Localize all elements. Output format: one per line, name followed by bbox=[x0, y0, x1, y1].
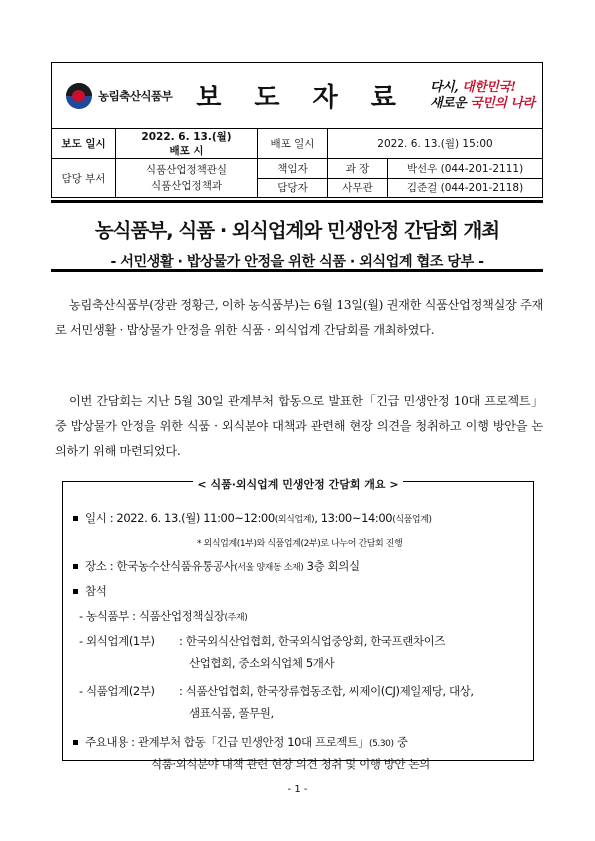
bullet-square-icon bbox=[73, 740, 78, 745]
topic-item: 주요내용 : 관계부처 합동「긴급 민생안정 10대 프로젝트」(5.30) 중 bbox=[73, 734, 408, 750]
place-item: 장소 : 한국농수산식품유통공사(서울 양재동 소재) 3층 회의실 bbox=[73, 558, 360, 574]
header-top-row bbox=[52, 63, 542, 129]
contact-title: 사무관 bbox=[328, 179, 388, 198]
headline-subtitle: - 서민생활 · 밥상물가 안정을 위한 식품 · 외식업계 협조 당부 - bbox=[110, 254, 484, 270]
ministry-logo bbox=[52, 63, 182, 128]
responsible-row bbox=[258, 159, 542, 179]
dept-value: 식품산업정책관실 식품산업정책과 bbox=[116, 159, 258, 197]
release-date-value: 2022. 6. 13.(월) 15:00 bbox=[377, 138, 493, 150]
attendee-ministry: - 농식품부 : 식품산업정책실장(주재) bbox=[79, 609, 248, 623]
contact-people bbox=[258, 159, 542, 197]
bullet-square-icon bbox=[73, 516, 78, 521]
contact-label: 담당자 bbox=[258, 179, 328, 198]
contact-row bbox=[52, 159, 542, 197]
summary-title: < 식품·외식업계 민생안정 간담회 개요 > bbox=[63, 473, 533, 492]
press-date-label: 보도 일시 bbox=[52, 129, 116, 158]
topic-item-line-2: 식품·외식분야 대책 관련 현장 의견 청취 및 이행 방안 논의 bbox=[151, 757, 430, 771]
date-footnote: * 외식업계(1부)와 식품업계(2부)로 나누어 간담회 진행 bbox=[197, 539, 403, 549]
meeting-summary-box bbox=[62, 478, 534, 771]
dept-label: 담당 부서 bbox=[52, 159, 116, 197]
press-release-title: 보 도 자 료 bbox=[196, 83, 408, 113]
responsible-label: 책임자 bbox=[258, 159, 328, 178]
contact-person-row bbox=[258, 179, 542, 198]
attendee-food-value-2: 샘표식품, 풀무원, bbox=[189, 706, 274, 720]
body-paragraph-2: 이번 간담회는 지난 5월 30일 관계부처 합동으로 발표한「긴급 민생안정 10대 프로젝트」중 밥상물가 안정을 위한 식품 · 외식분야 대책과 관련해 현장 의견을 청취하고 이행 방안을 논의하기 위해 마련되었다. bbox=[55, 394, 543, 458]
title-cell bbox=[182, 63, 422, 128]
date-row bbox=[52, 129, 542, 159]
attendee-food-value: : 식품산업협회, 한국장류협동조합, 씨제이(CJ)제일제당, 대상, bbox=[179, 684, 474, 698]
date-item: 일시 : 2022. 6. 13.(월) 11:00~12:00(외식업계), 13:00~14:00(식품업계) bbox=[73, 510, 432, 526]
bullet-square-icon bbox=[73, 589, 78, 594]
government-slogan bbox=[422, 63, 542, 128]
responsible-title: 과 장 bbox=[328, 159, 388, 178]
contact-name: 김준걸 (044-201-2118) bbox=[406, 182, 524, 195]
page-number: - 1 - bbox=[287, 784, 308, 795]
taegeuk-emblem-icon bbox=[66, 83, 92, 109]
ministry-name: 농림축산식품부 bbox=[98, 88, 173, 103]
attendee-restaurant-value: : 한국외식산업협회, 한국외식업중앙회, 한국프랜차이즈 bbox=[179, 634, 446, 648]
press-date-value: 2022. 6. 13.(월) 배포 시 bbox=[116, 129, 258, 158]
bullet-square-icon bbox=[73, 564, 78, 569]
body-paragraph-1: 농림축산식품부(장관 정황근, 이하 농식품부)는 6월 13일(월) 권재한 식품산업정책실장 주재로 서민생활 · 밥상물가 안정을 위한 식품 · 외식업계 간담회를 개최하였다. bbox=[55, 298, 543, 337]
release-date-label: 배포 일시 bbox=[258, 129, 328, 158]
headline-title: 농식품부, 식품 · 외식업계와 민생안정 간담회 개최 bbox=[94, 219, 500, 242]
press-header-table bbox=[51, 62, 543, 198]
attendee-restaurant-label: - 외식업계(1부) bbox=[79, 634, 155, 648]
headline-box bbox=[51, 200, 543, 272]
slogan-line-1: 다시, 대한민국! bbox=[430, 79, 516, 95]
slogan-line-2: 새로운 국민의 나라 bbox=[430, 95, 535, 111]
attendee-food-label: - 식품업계(2부) bbox=[79, 684, 155, 698]
attendee-restaurant-value-2: 산업협회, 중소외식업체 5개사 bbox=[189, 656, 335, 670]
attendees-item: 참석 bbox=[73, 583, 106, 599]
responsible-name: 박선우 (044-201-2111) bbox=[406, 162, 524, 175]
